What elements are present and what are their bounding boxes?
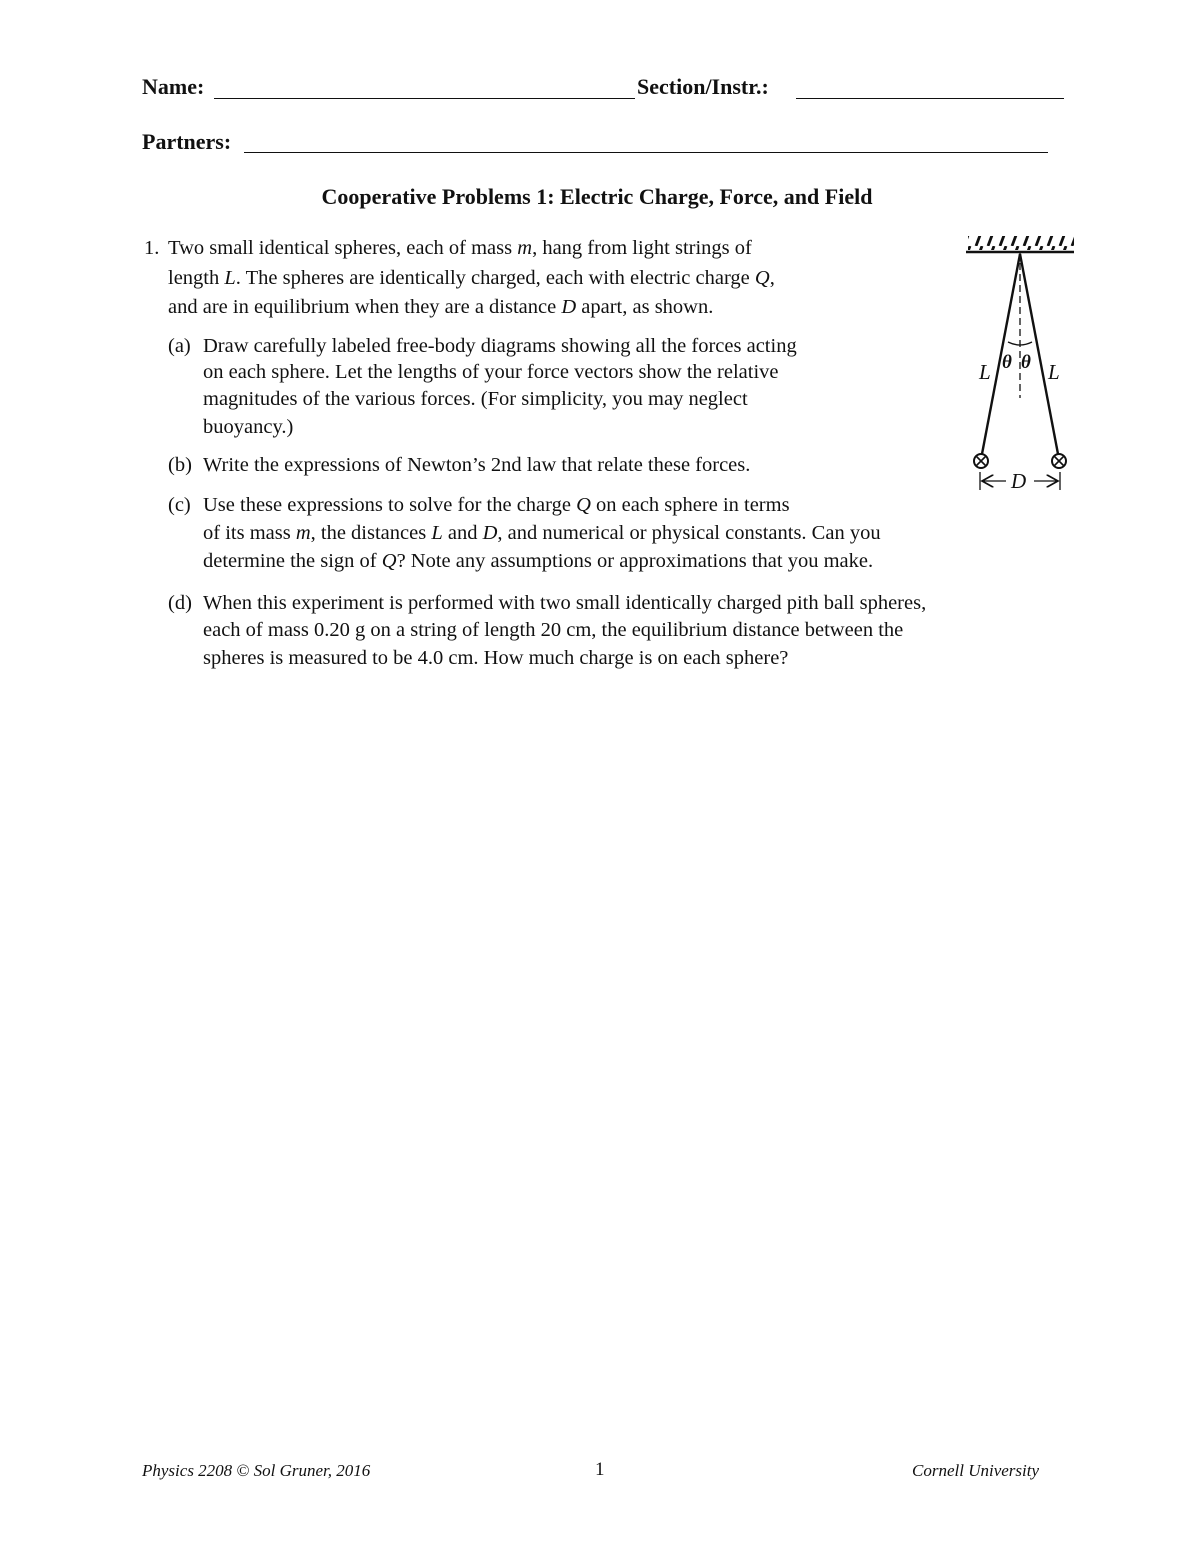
page-title: Cooperative Problems 1: Electric Charge, Force, and Field [321, 184, 873, 209]
angle-label-left: θ [1002, 352, 1012, 373]
part-d-line-1: When this experiment is performed with two small identically charged pith ball spheres, [203, 592, 927, 614]
string-length-label-left: L [979, 360, 991, 384]
footer-institution: Cornell University [912, 1461, 1040, 1480]
partners-blank-line[interactable] [244, 152, 1048, 153]
variable-D: D [482, 522, 498, 544]
footer-course-credit: Physics 2208 © Sol Gruner, 2016 [142, 1461, 371, 1480]
text-run: Two small identical spheres, each of mass [168, 237, 518, 259]
part-c-label: (c) [168, 494, 191, 516]
part-a-line-2: on each sphere. Let the lengths of your force vectors show the relative [203, 361, 779, 383]
right-sphere [1052, 454, 1066, 468]
variable-Q: Q [754, 267, 770, 289]
text-run: determine the sign of [203, 550, 382, 572]
variable-L: L [224, 267, 236, 289]
variable-Q: Q [381, 550, 397, 572]
variable-L: L [431, 522, 443, 544]
section-blank-line[interactable] [796, 98, 1064, 99]
text-run: . The spheres are identically charged, each with electric charge [235, 267, 755, 289]
part-b-label: (b) [168, 454, 192, 476]
variable-m: m [517, 237, 533, 259]
angle-label-right: θ [1021, 352, 1031, 373]
problem-intro-line-2 [168, 264, 775, 293]
text-run: and [442, 522, 483, 544]
variable-Q: Q [576, 494, 591, 516]
text-run: ? Note any assumptions or approximations that you make. [396, 550, 874, 572]
problem-number: 1. [144, 237, 160, 259]
problem-intro-line-1 [168, 234, 752, 263]
text-run: Use these expressions to solve for the charge [203, 494, 577, 516]
part-b-line-1: Write the expressions of Newton’s 2nd law that relate these forces. [203, 454, 751, 476]
part-d-line-2: each of mass 0.20 g on a string of length 20 cm, the equilibrium distance between the [203, 619, 904, 641]
text-run: apart, as shown. [576, 296, 714, 318]
hanging-spheres-diagram [960, 230, 1080, 495]
text-run: , hang from light strings of [532, 237, 752, 259]
section-label: Section/Instr.: [637, 74, 769, 99]
part-a-line-4: buoyancy.) [203, 416, 294, 438]
part-a-label: (a) [168, 335, 191, 357]
text-run: , [769, 267, 775, 289]
part-c-line-3 [203, 547, 873, 576]
variable-m: m [295, 522, 311, 544]
name-label: Name: [142, 74, 205, 99]
part-d-line-3: spheres is measured to be 4.0 cm. How much charge is on each sphere? [203, 647, 789, 669]
part-c-line-1 [203, 491, 790, 520]
left-sphere [974, 454, 988, 468]
text-run: of its mass [203, 522, 296, 544]
part-a-line-1: Draw carefully labeled free-body diagrams showing all the forces acting [203, 335, 797, 357]
text-run: , the distances [310, 522, 432, 544]
string-length-label-right: L [1048, 360, 1060, 384]
page-number: 1 [595, 1459, 605, 1480]
partners-label: Partners: [142, 129, 232, 154]
text-run: length [168, 267, 225, 289]
text-run: on each sphere in terms [590, 494, 790, 516]
text-run: , and numerical or physical constants. Can you [497, 522, 881, 544]
problem-intro-line-3 [168, 293, 713, 322]
text-run: and are in equilibrium when they are a distance [168, 296, 562, 318]
name-blank-line[interactable] [214, 98, 635, 99]
part-c-line-2 [203, 519, 881, 548]
left-string [982, 254, 1020, 454]
separation-label: D [1011, 469, 1027, 493]
part-a-line-3: magnitudes of the various forces. (For simplicity, you may neglect [203, 388, 748, 410]
ceiling-support [966, 236, 1074, 252]
variable-D: D [561, 296, 577, 318]
part-d-label: (d) [168, 592, 192, 614]
